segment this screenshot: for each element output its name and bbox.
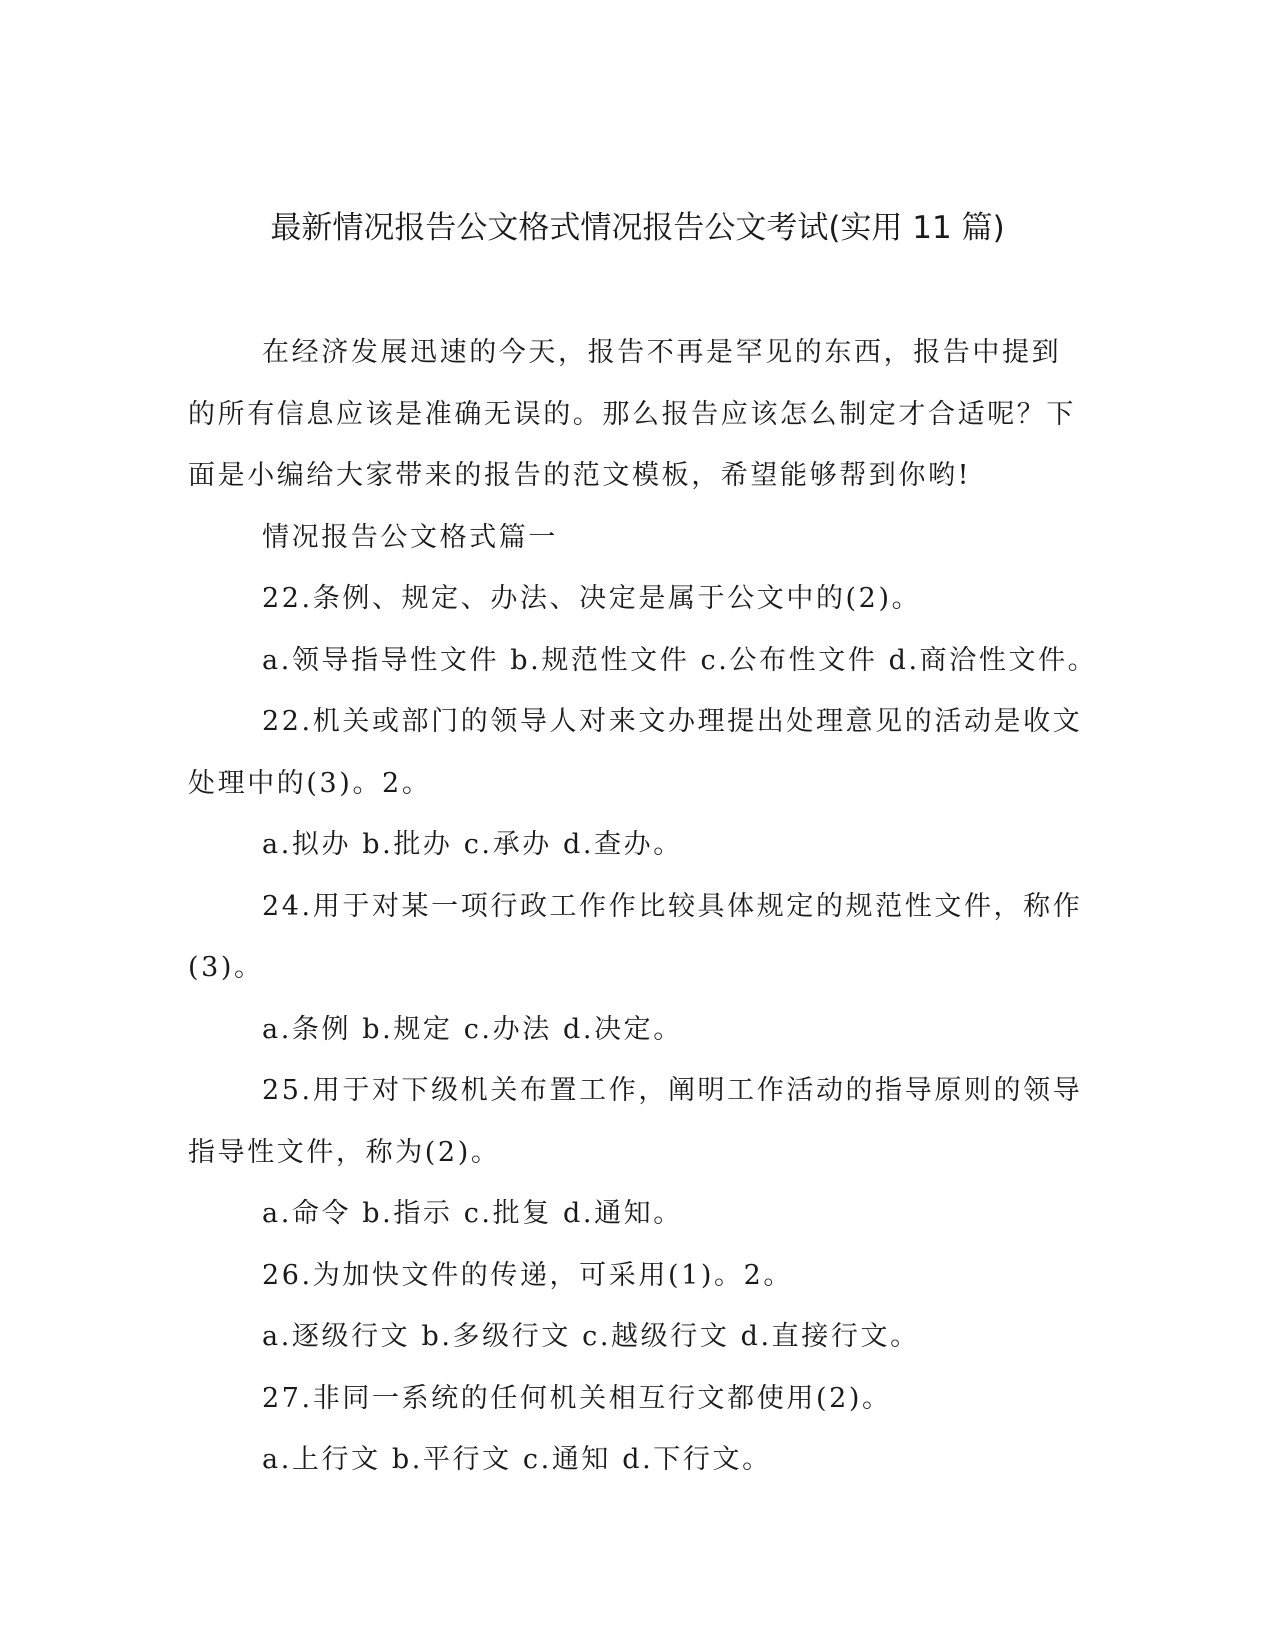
options-26: a.逐级行文 b.多级行文 c.越级行文 d.直接行文。 bbox=[262, 1321, 920, 1352]
question-22b: 22.机关或部门的领导人对来文办理提出处理意见的活动是收文处理中的(3)。2。 bbox=[188, 706, 1083, 799]
options-22b: a.拟办 b.批办 c.承办 d.查办。 bbox=[262, 829, 683, 860]
options-24: a.条例 b.规定 c.办法 d.决定。 bbox=[262, 1013, 683, 1045]
question-22a: 22.条例、规定、办法、决定是属于公文中的(2)。 bbox=[262, 583, 922, 614]
options-27: a.上行文 b.平行文 c.通知 d.下行文。 bbox=[262, 1444, 772, 1475]
question-25: 25.用于对下级机关布置工作，阐明工作活动的指导原则的领导指导性文件，称为(2)。 bbox=[188, 1075, 1083, 1168]
section-heading: 情况报告公文格式篇一 bbox=[262, 521, 558, 553]
intro-paragraph: 在经济发展迅速的今天，报告不再是罕见的东西，报告中提到的所有信息应该是准确无误的。那么报告应该怎么制定才合适呢？下面是小编给大家带来的报告的范文模板，希望能够帮到你哟! bbox=[188, 337, 1076, 491]
document-title: 最新情况报告公文格式情况报告公文考试(实用 11 篇) bbox=[270, 210, 1005, 246]
question-26: 26.为加快文件的传递，可采用(1)。2。 bbox=[262, 1259, 793, 1291]
options-25: a.命令 b.指示 c.批复 d.通知。 bbox=[262, 1198, 683, 1229]
document-body bbox=[188, 322, 1098, 1491]
options-22a: a.领导指导性文件 b.规范性文件 c.公布性文件 d.商洽性文件。 bbox=[262, 644, 1098, 676]
question-27: 27.非同一系统的任何机关相互行文都使用(2)。 bbox=[262, 1382, 892, 1414]
question-24: 24.用于对某一项行政工作作比较具体规定的规范性文件，称作(3)。 bbox=[188, 890, 1083, 983]
